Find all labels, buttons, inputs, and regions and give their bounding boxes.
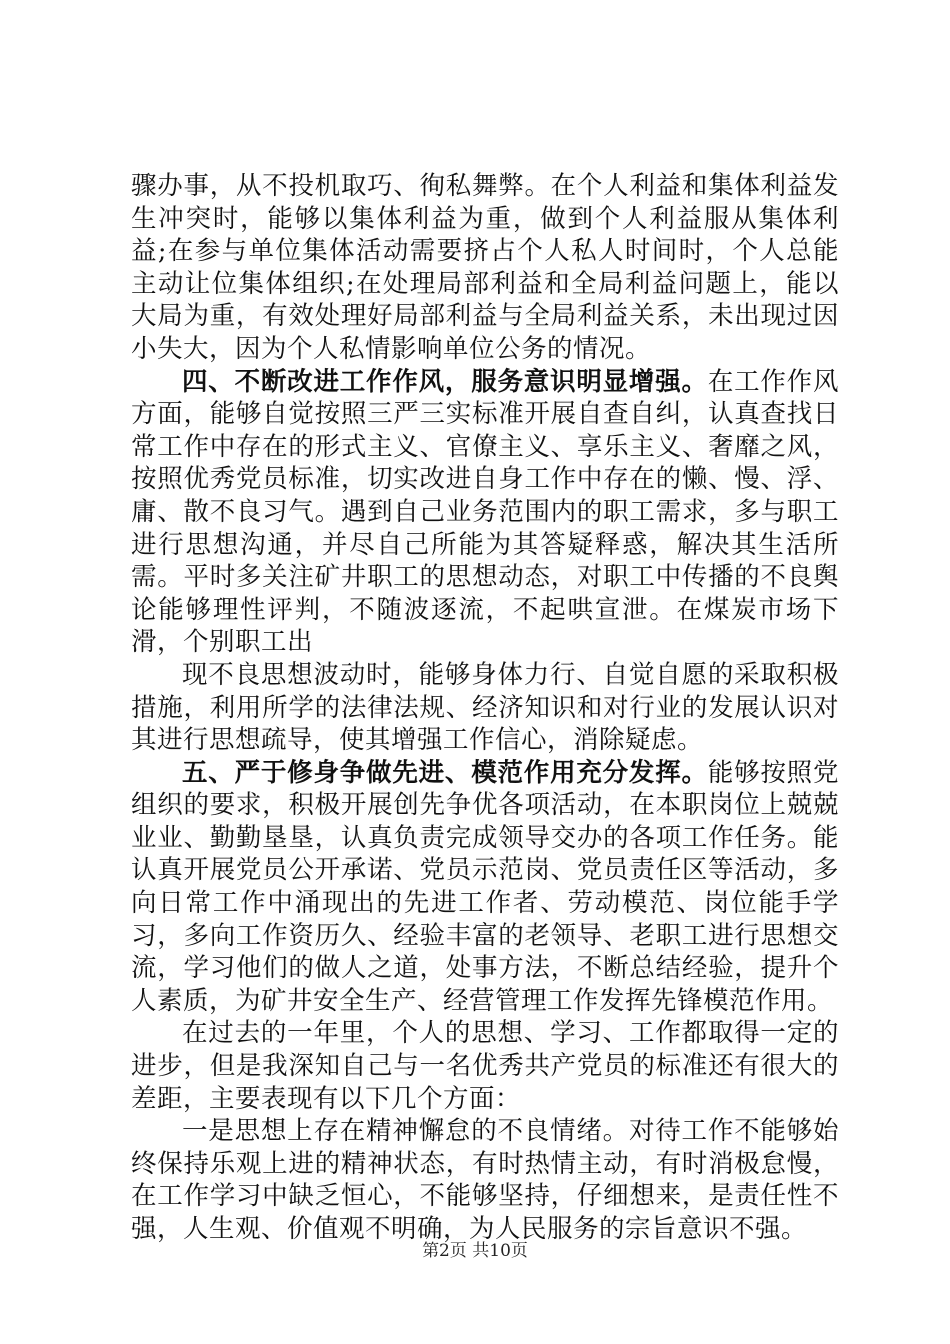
paragraph-heading: 五、严于修身争做先进、模范作用充分发挥。	[182, 757, 708, 788]
paragraph-text: 在工作作风方面，能够自觉按照三严三实标准开展自查自纠，认真查找日常工作中存在的形式主义、官僚主义、享乐主义、奢靡之风，按照优秀党员标准，切实改进自身工作中存在的懒、慢、浮、庸、散不良习气。遇到自己业务范围内的职工需求，多与职工进行思想沟通，并尽自己所能为其答疑释惑，解决其生活所需。平时多关注矿井职工的思想动态，对职工中传播的不良舆论能够理性评判，不随波逐流，不起哄宣泄。在煤炭市场下滑，个别职工出	[131, 366, 839, 658]
paragraph-4	[131, 757, 839, 1018]
paragraph-2	[131, 366, 839, 659]
paragraph-6	[131, 1115, 839, 1245]
paragraph-text: 一是思想上存在精神懈怠的不良情绪。对待工作不能够始终保持乐观上进的精神状态，有时热情主动，有时消极怠慢，在工作学习中缺乏恒心，不能够坚持，仔细想来，是责任性不强，人生观、价值观不明确，为人民服务的宗旨意识不强。	[131, 1116, 839, 1244]
paragraph-text: 能够按照党组织的要求，积极开展创先争优各项活动，在本职岗位上兢兢业业、勤勤垦垦，认真负责完成领导交办的各项工作任务。能认真开展党员公开承诺、党员示范岗、党员责任区等活动，多向日常工作中涌现出的先进工作者、劳动模范、岗位能手学习，多向工作资历久、经验丰富的老领导、老职工进行思想交流，学习他们的做人之道，处事方法，不断总结经验，提升个人素质，为矿井安全生产、经营管理工作发挥先锋模范作用。	[131, 757, 839, 1016]
paragraph-text: 现不良思想波动时，能够身体力行、自觉自愿的采取积极措施，利用所学的法律法规、经济知识和对行业的发展认识对其进行思想疏导，使其增强工作信心，消除疑虑。	[131, 659, 839, 756]
paragraph-5	[131, 1017, 839, 1115]
page-number-footer	[0, 1240, 950, 1262]
paragraph-1	[131, 170, 839, 366]
paragraph-3	[131, 659, 839, 757]
paragraph-text: 骤办事，从不投机取巧、徇私舞弊。在个人利益和集体利益发生冲突时，能够以集体利益为重，做到个人利益服从集体利益;在参与单位集体活动需要挤占个人私人时间时，个人总能主动让位集体组织;在处理局部利益和全局利益问题上，能以大局为重，有效处理好局部利益与全局利益关系，未出现过因小失大，因为个人私情影响单位公务的情况。	[131, 171, 839, 364]
paragraph-text: 在过去的一年里，个人的思想、学习、工作都取得一定的进步，但是我深知自己与一名优秀共产党员的标准还有很大的差距，主要表现有以下几个方面：	[131, 1018, 839, 1114]
paragraph-heading: 四、不断改进工作作风，服务意识明显增强。	[182, 366, 708, 397]
document-body	[131, 170, 839, 1246]
page-number-label: 第2页 共10页	[422, 1241, 528, 1261]
